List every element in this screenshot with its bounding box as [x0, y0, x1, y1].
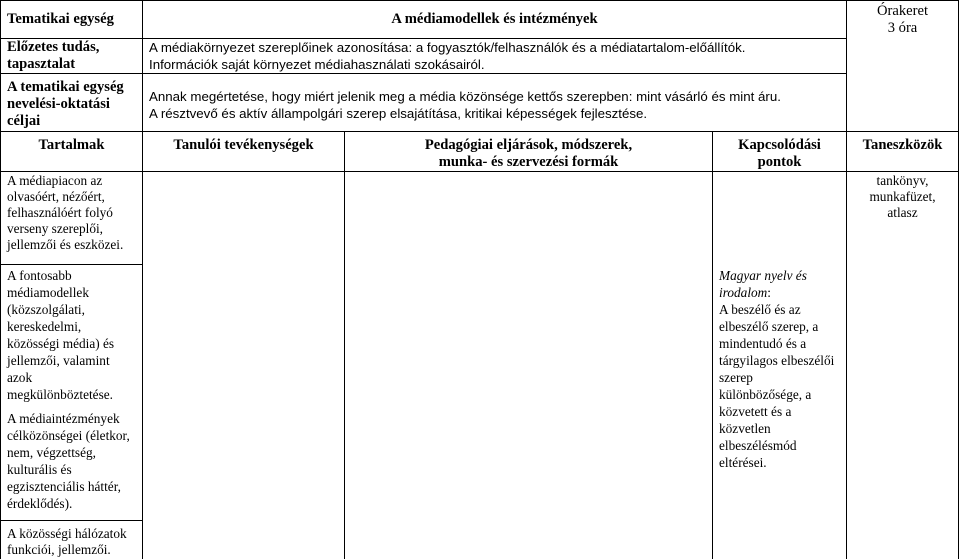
unit-label: Tematikai egység	[7, 11, 114, 27]
link-subject-line2	[719, 285, 771, 301]
row2-content-a-line: kereskedelmi,	[7, 319, 82, 334]
goals-text-line1: Annak megértetése, hogy miért jelenik meg a média közönsége kettős szerepben: mint vásárló és mint áru.	[149, 89, 781, 104]
row2-content-c-line: funkciói, jellemzői.	[7, 542, 111, 557]
row2-content-a-line: médiamodellek	[7, 285, 89, 300]
row1-tool-line: atlasz	[887, 205, 918, 220]
goals-text-line2: A résztvevő és aktív állampolgári szerep elsajátítása, kritikai képességek fejlesztése.	[149, 106, 648, 121]
col-header-kapcsolodasi-1: Kapcsolódási	[738, 137, 821, 153]
col-header-pedagogiai-1: Pedagógiai eljárások, módszerek,	[424, 137, 633, 153]
goals-label-line1: A tematikai egység	[7, 79, 124, 95]
prereq-text-line2: Információk saját környezet médiahasználati szokásairól.	[149, 57, 485, 72]
row1-content-line: jellemzői és eszközei.	[7, 237, 124, 252]
prereq-text-line1: A médiakörnyezet szereplőinek azonosítása: a fogyasztók/felhasználók és a médiatartalom-előállítók.	[149, 40, 746, 55]
row2-content-a-line: megkülönböztetése.	[7, 387, 113, 402]
prereq-label-line1: Előzetes tudás,	[7, 39, 100, 55]
link-text-line: A beszélő és az	[719, 302, 801, 317]
link-text-line: közvetett és a	[719, 404, 792, 419]
col-header-taneszkozok: Taneszközök	[862, 137, 943, 153]
link-text-line: tárgyilagos elbeszélői	[719, 353, 835, 368]
link-subject-line1: Magyar nyelv és	[719, 268, 807, 283]
row2-content-b-line: nem, végzettség,	[7, 445, 96, 460]
link-subject-colon: :	[767, 285, 771, 300]
row2-content-b-line: egzisztenciális háttér,	[7, 479, 121, 494]
link-text-line: szerep	[719, 370, 753, 385]
unit-title: A médiamodellek és intézmények	[391, 11, 598, 27]
row1-tool-line: tankönyv,	[876, 173, 929, 188]
link-text-line: különbözősége, a	[719, 387, 812, 402]
row2-content-a-line: azok	[7, 370, 33, 385]
row2-content-a-line: A fontosabb	[7, 268, 72, 283]
link-text-line: elbeszélésmód	[719, 438, 797, 453]
col-header-tartalmak: Tartalmak	[38, 137, 105, 153]
link-text-line: mindentudó és a	[719, 336, 807, 351]
goals-label-line3: céljai	[7, 113, 41, 129]
row2-content-b-line: A médiaintézmények	[7, 411, 120, 426]
link-text-line: közvetlen	[719, 421, 771, 436]
col-header-pedagogiai-2: munka- és szervezési formák	[438, 154, 619, 170]
col-header-kapcsolodasi-2: pontok	[757, 154, 802, 170]
row2-content-b-line: célközönségei (életkor,	[7, 428, 130, 443]
row2-content-a-line: közösségi média) és	[7, 336, 115, 351]
prereq-label-line2: tapasztalat	[7, 56, 76, 72]
link-subject-name: irodalom	[719, 285, 768, 300]
row1-content-line: A médiapiacon az	[7, 173, 103, 188]
goals-label-line2: nevelési-oktatási	[7, 96, 110, 112]
hours-value: 3 óra	[887, 20, 918, 36]
row1-content-line: olvasóért, nézőért,	[7, 189, 105, 204]
row2-content-a-line: (közszolgálati,	[7, 302, 85, 317]
row1-content-line: verseny szereplői,	[7, 221, 103, 236]
hours-label: Órakeret	[876, 3, 929, 19]
col-header-tanuloi: Tanulói tevékenységek	[173, 137, 314, 153]
row2-content-b-line: kulturális és	[7, 462, 72, 477]
link-text-line: elbeszélő szerep, a	[719, 319, 819, 334]
link-text-line: eltérései.	[719, 455, 767, 470]
row1-tool-line: munkafüzet,	[869, 189, 936, 204]
row2-content-b-line: érdeklődés).	[7, 496, 73, 511]
row2-content-a-line: jellemzői, valamint	[7, 353, 110, 368]
row1-content-line: felhasználóért folyó	[7, 205, 113, 220]
row2-content-c-line: A közösségi hálózatok	[7, 526, 127, 541]
